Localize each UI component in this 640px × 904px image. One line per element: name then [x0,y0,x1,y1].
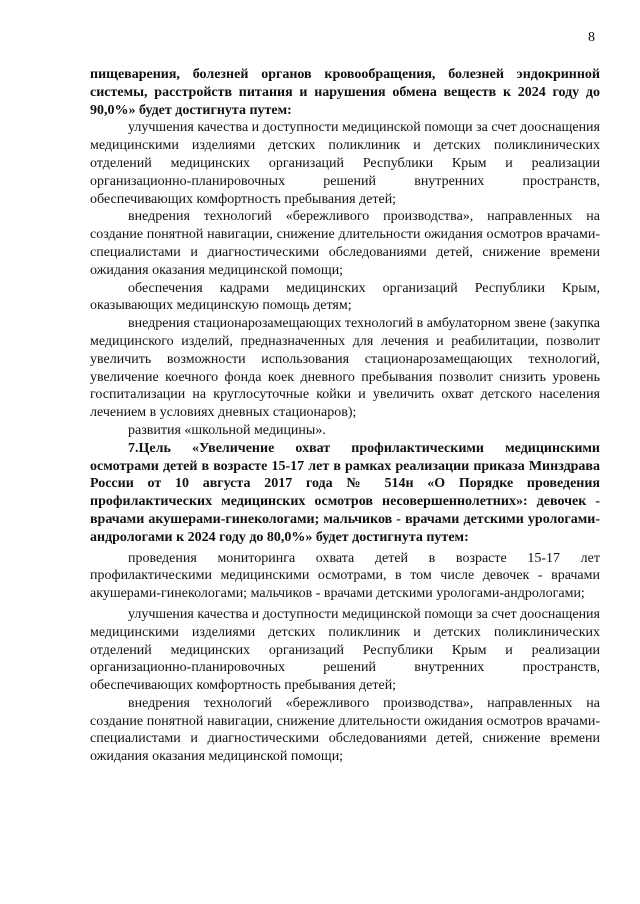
measure-lean-production-paragraph: внедрения технологий «бережливого производства», направленных на создание понятной навигации, снижение длительности ожидания осмотров врачами-специалистами и диагностическими обследованиями детей, снижение времени ожидания оказания медицинской помощи; [90,209,600,278]
measure-equipment-paragraph-2: улучшения качества и доступности медицинской помощи за счет дооснащения медицинскими изделиями детских поликлиник и детских поликлинических отделений медицинских организаций Республики Крым и реализации организационно-планировочных решений внутренних пространств, обеспечивающих комфортность пребывания детей; [90,606,600,694]
document-body [90,66,600,766]
goal-7-heading-paragraph: 7.Цель «Увеличение охват профилактическими медицинскими осмотрами детей в возрасте 15-17 лет в рамках реализации приказа Минздрава России от 10 августа 2017 года № 514н «О Порядке проведения профилактических медицинских осмотров несовершеннолетних»: девочек - врачами акушерами-гинекологами; мальчиков - врачами детскими урологами-андрологами к 2024 году до 80,0%» будет достигнута путем: [90,440,600,545]
measure-staffing-paragraph: обеспечения кадрами медицинских организаций Республики Крым, оказывающих медицинскую помощь детям; [90,280,600,314]
measure-school-medicine-paragraph: развития «школьной медицины». [128,422,326,438]
goal-6-continuation-paragraph: пищеварения, болезней органов кровообращения, болезней эндокринной системы, расстройств питания и нарушения обмена веществ к 2024 году до 90,0%» будет достигнута путем: [90,67,600,118]
measure-monitoring-paragraph: проведения мониторинга охвата детей в возрасте 15-17 лет профилактическими медицинскими осмотрами, в том числе девочек - врачами акушерами-гинекологами; мальчиков - врачами детскими урологами-андрологами; [90,550,600,602]
page-number: 8 [588,30,595,45]
measure-lean-production-paragraph-2: внедрения технологий «бережливого производства», направленных на создание понятной навигации, снижение длительности ожидания осмотров врачами-специалистами и диагностическими обследованиями детей, снижение времени ожидания оказания медицинской помощи; [90,695,600,765]
measure-day-hospital-paragraph: внедрения стационарозамещающих технологий в амбулаторном звене (закупка медицинского изделий, предназначенных для лечения и реабилитации, позволит увеличить возможности использования стационарозамещающих технологий, увеличение коечного фонда коек дневного пребывания позволит снизить уровень госпитализации на круглосуточные койки и увеличить охват детского населения лечением в условиях дневных стационаров); [90,316,600,421]
measure-equipment-paragraph: улучшения качества и доступности медицинской помощи за счет дооснащения медицинскими изделиями детских поликлиник и детских поликлинических отделений медицинских организаций Республики Крым и реализации организационно-планировочных решений внутренних пространств, обеспечивающих комфортность пребывания детей; [90,120,600,207]
